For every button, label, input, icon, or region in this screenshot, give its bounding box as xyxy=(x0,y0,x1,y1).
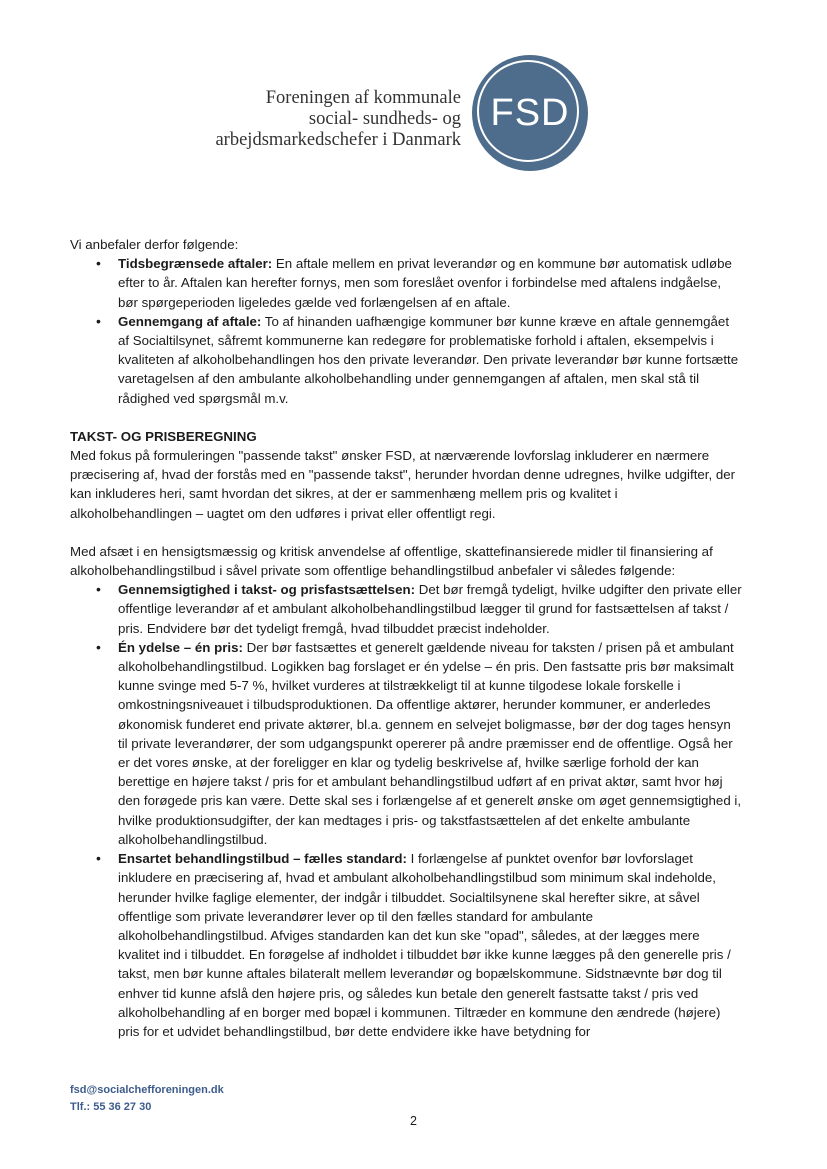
item-text: Der bør fastsættes et generelt gældende niveau for taksten / prisen på et ambulant alkoholbehandlingstilbud. Logikken bag forslaget er én ydelse – én pris. Den fastsatte pris bør maksimalt kunne svinge med 5-7 %, hvilket vurderes at tilstrækkeligt til at kunne tilgodese lokale forskelle i omkostningsniveauet i tilbudsproduktionen. Da offentlige aktører, herunder kommuner, er anderledes økonomisk funderet end private aktører, bl.a. gennem en selvejet boligmasse, bør der dog tages hensyn til private leverandører, der som udgangspunkt opererer på andre præmisser end de offentlige. Også her er det vores ønske, at der foreligger en klar og tydelig beskrivelse af, hvilke særlige forhold der kan berettige en højere takst / pris for et ambulant behandlingstilbud udført af en privat aktør, samt hvor høj den forøgede pris kan være. Dette skal ses i forlængelse af et generelt ønske om øget gennemsigtighed i, hvilke produktionsudgifter, der kan medtages i pris- og takstfastsættelen af det enkelte ambulante alkoholbehandlingstilbud. xyxy=(118,639,742,847)
list-item xyxy=(118,254,742,312)
footer-phone: Tlf.: 55 36 27 30 xyxy=(70,1101,152,1113)
document-body xyxy=(70,235,742,1041)
footer-contact xyxy=(70,1082,224,1116)
intro-text: Vi anbefaler derfor følgende: xyxy=(70,237,239,252)
org-name-line-1: Foreningen af kommunale xyxy=(265,88,461,108)
section-heading: TAKST- OG PRISBEREGNING xyxy=(70,428,257,444)
section-paragraph-2: Med afsæt i en hensigtsmæssig og kritisk anvendelse af offentlige, skattefinansierede midler til finansiering af alkoholbehandlingstilbud i såvel private som offentlige behandlingstilbud anbefaler vi således følgende: xyxy=(70,543,713,579)
item-text: Det bør fremgå tydeligt, hvilke udgifter den private eller offentlige leverandør af et ambulant alkoholbehandlingstilbud lægger til grund for fastsættelsen af takst / pris. Endvidere bør det tydeligt fremgå, hvad tilbuddet præcist indeholder. xyxy=(118,582,742,636)
list-item xyxy=(118,580,742,638)
item-text: I forlængelse af punktet ovenfor bør lovforslaget inkludere en præcisering af, hvad et ambulant alkoholbehandlingstilbud som minimum skal indeholde, herunder hvilke faglige elementer, der indgår i tilbuddet. Socialtilsynene skal herefter sikre, at såvel offentlige som private leverandører lever op til den fælles standard for ambulante alkoholbehandlingstilbud. Afviges standarden kan det kun ske "opad", således, at der lægges mere kvalitet ind i tilbuddet. En forøgelse af indholdet i tilbuddet bør ikke kunne lægges på den generelle pris / takst, men bør kunne aftales bilateralt mellem leverandør og bopælskommune. Sidstnævnte bør dog til enhver tid kunne afslå den højere pris, og således kun betale den generelt fastsatte takst / pris ved alkoholbehandling af en borger med bopæl i kommunen. Tiltræder en kommune den ændrede (højere) pris for et udvidet behandlingstilbud, bør dette endvidere ikke have betydning for xyxy=(118,851,731,1039)
list-item xyxy=(118,849,742,1041)
pricing-list xyxy=(70,580,742,1041)
item-text: En aftale mellem en privat leverandør og en kommune bør automatisk udløbe efter to år. Aftalen kan herefter fornys, men som foreslået ovenfor i forbindelse med aftalens indgåelse, bør spørgeperioden ligeledes gælde ved forlængelsen af en aftale. xyxy=(118,256,732,310)
item-text: To af hinanden uafhængige kommuner bør kunne kræve en aftale gennemgået af Socialtilsynet, såfremt kommunerne kan redegøre for problematiske forhold i aftalen, eksempelvis i kvaliteten af alkoholbehandlingen hos den private leverandør. Den private leverandør bør kunne fortsætte varetagelsen af den ambulante alkoholbehandling under gennemgangen af aftalen, men skal stå til rådighed ved spørgsmål m.v. xyxy=(118,313,739,406)
list-item xyxy=(118,638,742,849)
page-number: 2 xyxy=(410,1114,417,1128)
organization-name xyxy=(121,88,461,151)
item-lead: Gennemgang af aftale: xyxy=(118,313,262,329)
item-lead: Én ydelse – én pris: xyxy=(118,639,243,655)
org-name-line-2: social- sundheds- og xyxy=(308,109,461,129)
list-item xyxy=(118,312,742,408)
footer-email[interactable]: fsd@socialchefforeningen.dk xyxy=(70,1084,224,1096)
item-lead: Ensartet behandlingstilbud – fælles standard: xyxy=(118,851,407,867)
item-lead: Gennemsigtighed i takst- og prisfastsættelsen: xyxy=(118,582,416,598)
section-paragraph-1: Med fokus på formuleringen "passende takst" ønsker FSD, at nærværende lovforslag inkluderer en nærmere præcisering af, hvad der forstås med en "passende takst", herunder hvordan denne udregnes, hvilke udgifter, der kan inkluderes heri, samt hvordan det sikres, at der er sammenhæng mellem pris og kvalitet i alkoholbehandlingen – uagtet om den udføres i privat eller offentligt regi. xyxy=(70,448,736,521)
fsd-logo-text: FSD xyxy=(490,92,570,134)
item-lead: Tidsbegrænsede aftaler: xyxy=(118,256,273,272)
recommendations-list xyxy=(70,254,742,408)
org-name-line-3: arbejdsmarkedschefer i Danmark xyxy=(215,130,461,150)
